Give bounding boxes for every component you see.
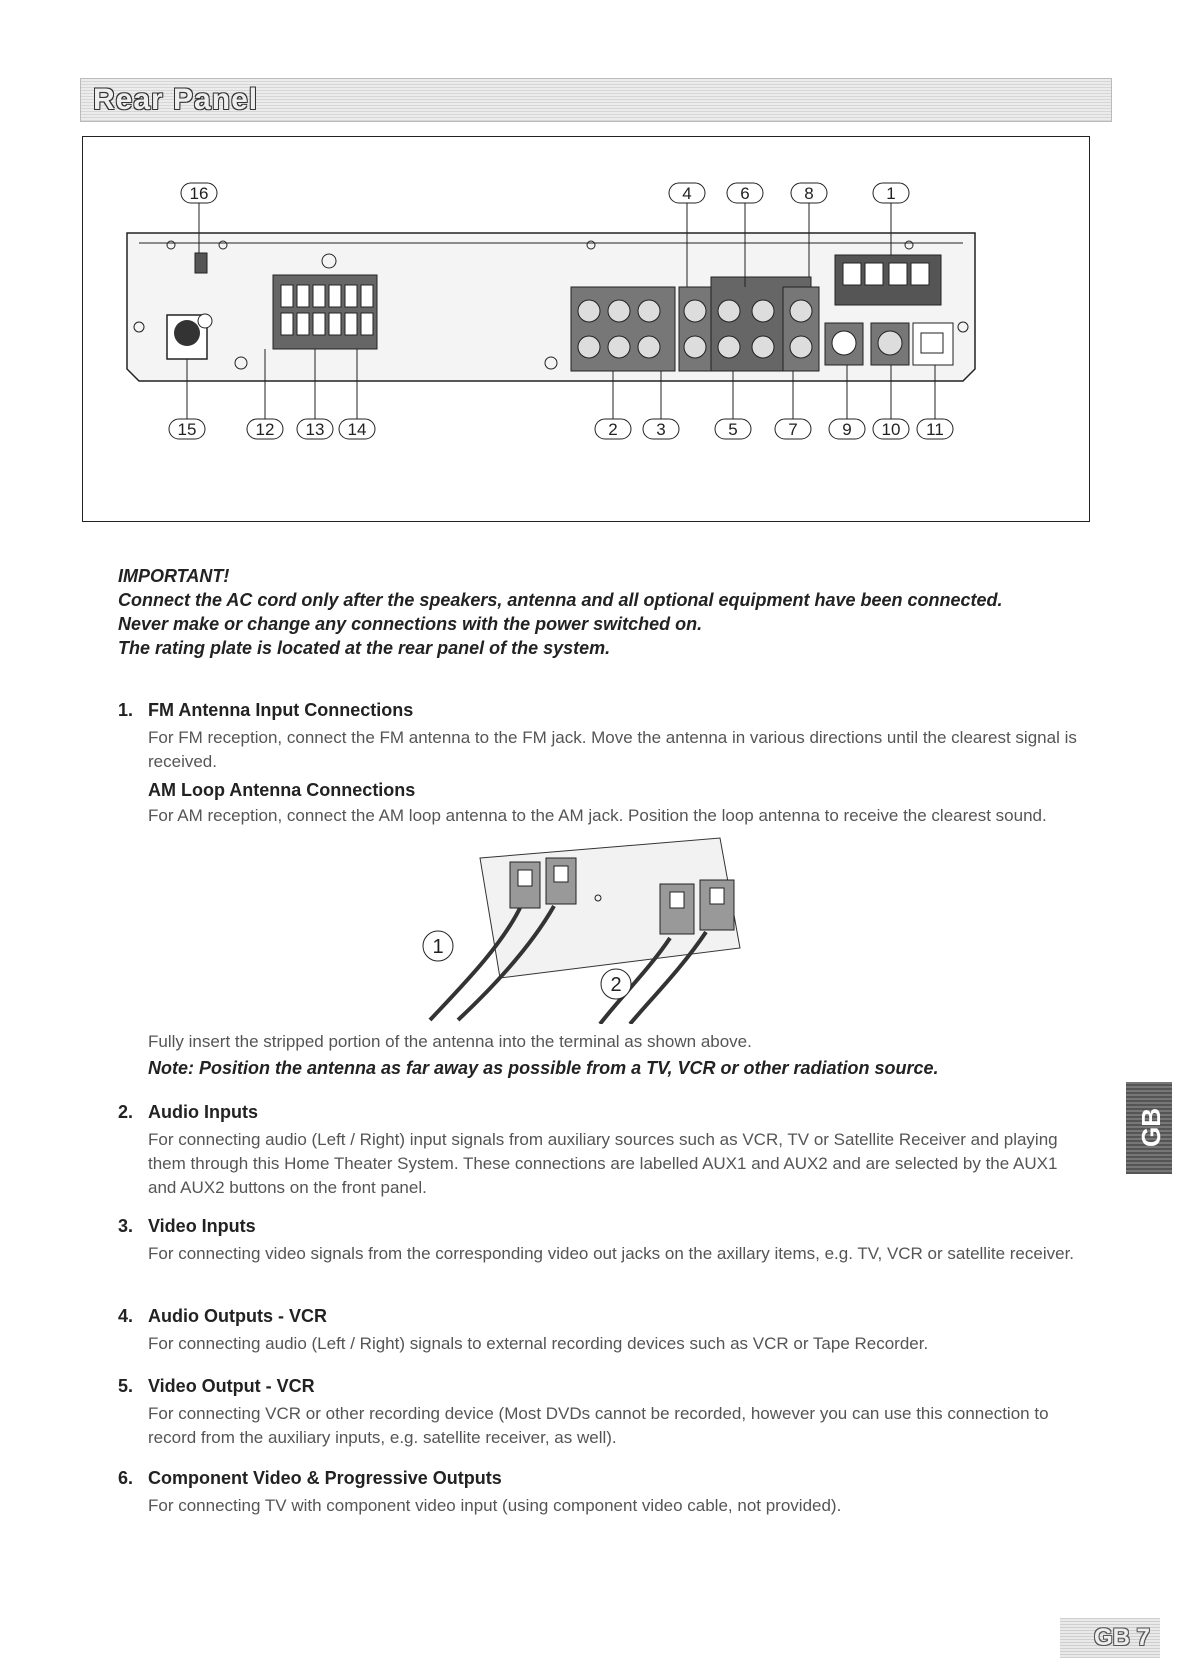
page-number: GB 7 xyxy=(1093,1624,1150,1651)
language-tab-label: GB xyxy=(1136,1108,1166,1147)
section-number: 4. xyxy=(118,1306,134,1326)
important-heading: IMPORTANT! xyxy=(118,566,230,586)
callout-label: 4 xyxy=(682,184,692,203)
section-body: Fully insert the stripped portion of the antenna into the terminal as shown above. xyxy=(148,1032,752,1051)
callout-label: 2 xyxy=(608,420,618,439)
section-title xyxy=(118,1374,1078,1398)
rear-panel-diagram xyxy=(83,137,1089,521)
section-title-text: FM Antenna Input Connections xyxy=(148,700,414,720)
section-title xyxy=(118,1466,1078,1490)
section-audio-inputs xyxy=(118,1100,1078,1200)
page-header xyxy=(80,78,1112,122)
subsection-body: For AM reception, connect the AM loop antenna to the AM jack. Position the loop antenna to receive the clearest sound. xyxy=(148,806,1047,825)
section-component-video xyxy=(118,1466,1078,1518)
important-line: The rating plate is located at the rear panel of the system. xyxy=(118,638,611,658)
section-audio-outputs-vcr xyxy=(118,1304,1078,1356)
section-body: For FM reception, connect the FM antenna to the FM jack. Move the antenna in various directions until the clearest signal is received. xyxy=(148,728,1077,771)
callout-label: 9 xyxy=(842,420,852,439)
section-title xyxy=(118,698,1078,722)
callout-label: 13 xyxy=(305,420,325,439)
section-body: For connecting TV with component video input (using component video cable, not provided). xyxy=(148,1496,842,1515)
subsection-title: AM Loop Antenna Connections xyxy=(148,780,416,800)
callout-label: 10 xyxy=(881,420,901,439)
important-notice xyxy=(118,564,1078,660)
section-number: 3. xyxy=(118,1216,134,1236)
section-title-text: Video Inputs xyxy=(148,1216,256,1236)
callout-label: 3 xyxy=(656,420,666,439)
language-tab xyxy=(1126,1082,1172,1174)
page-title: Rear Panel xyxy=(93,83,259,116)
section-number: 1. xyxy=(118,700,134,720)
antenna-terminal-figure xyxy=(420,828,760,1024)
callout-label: 15 xyxy=(177,420,197,439)
callout-label: 14 xyxy=(347,420,367,439)
section-title-text: Audio Outputs - VCR xyxy=(148,1306,327,1326)
callout-label: 11 xyxy=(926,420,944,439)
callout-label: 6 xyxy=(740,184,750,203)
callout-label: 12 xyxy=(255,420,275,439)
section-video-inputs xyxy=(118,1214,1078,1266)
callout-label: 1 xyxy=(886,184,896,203)
section-number: 6. xyxy=(118,1468,134,1488)
rear-panel-diagram-frame xyxy=(82,136,1090,522)
section-title-text: Component Video & Progressive Outputs xyxy=(148,1468,502,1488)
callout-label: 7 xyxy=(788,420,798,439)
important-line: Connect the AC cord only after the speakers, antenna and all optional equipment have been connected. xyxy=(118,590,1003,610)
page-number-tag xyxy=(1060,1618,1160,1658)
radiation-note: Note: Position the antenna as far away as possible from a TV, VCR or other radiation source. xyxy=(148,1058,939,1078)
section-title-text: Audio Inputs xyxy=(148,1102,258,1122)
section-title xyxy=(118,1214,1078,1238)
figure-label-1: 1 xyxy=(432,936,444,958)
important-line: Never make or change any connections with the power switched on. xyxy=(118,614,703,634)
section-number: 5. xyxy=(118,1376,134,1396)
section-body: For connecting audio (Left / Right) signals to external recording devices such as VCR or Tape Recorder. xyxy=(148,1334,929,1353)
section-body: For connecting VCR or other recording device (Most DVDs cannot be recorded, however you can use this connection to record from the auxiliary inputs, e.g. satellite receiver, as well). xyxy=(148,1404,1049,1447)
figure-label-2: 2 xyxy=(610,974,622,996)
callout-label: 8 xyxy=(804,184,814,203)
section-fm-antenna xyxy=(118,698,1078,828)
section-title xyxy=(118,1304,1078,1328)
section-title xyxy=(118,1100,1078,1124)
section-video-output-vcr xyxy=(118,1374,1078,1450)
section-body: For connecting audio (Left / Right) input signals from auxiliary sources such as VCR, TV or Satellite Receiver and playing them through this Home Theater System. These connections are labelled AUX1 and AUX2 and are selected by the AUX1 and AUX2 buttons on the front panel. xyxy=(148,1130,1058,1197)
callout-label: 5 xyxy=(728,420,738,439)
section-number: 2. xyxy=(118,1102,134,1122)
callout-label: 16 xyxy=(189,184,209,203)
section-body: For connecting video signals from the corresponding video out jacks on the axillary items, e.g. TV, VCR or satellite receiver. xyxy=(148,1244,1075,1263)
section-fm-antenna-continued xyxy=(118,1030,1078,1080)
section-title-text: Video Output - VCR xyxy=(148,1376,315,1396)
